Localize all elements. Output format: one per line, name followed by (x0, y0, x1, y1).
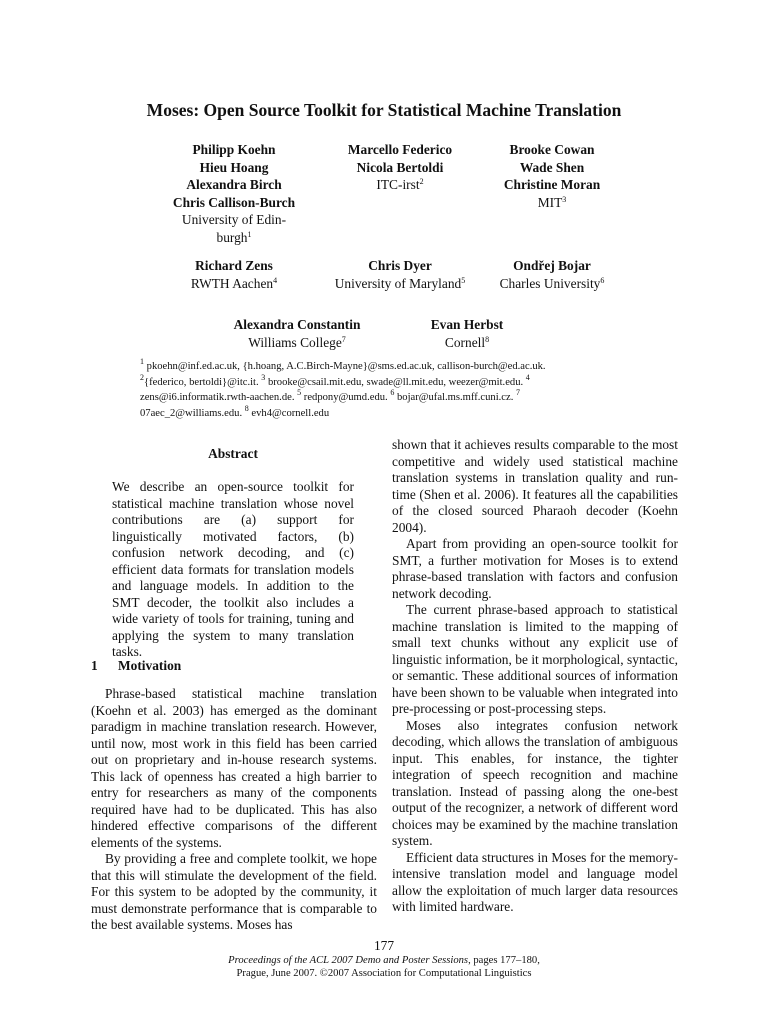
section-title: Motivation (118, 658, 182, 673)
affiliation-marker: 2 (419, 177, 424, 187)
author-name: Evan Herbst (430, 317, 504, 332)
section-number: 1 (91, 658, 98, 673)
affiliation-marker: 4 (273, 275, 278, 285)
author-group-williams (214, 316, 380, 351)
author-name: Alexandra Birch (186, 177, 282, 193)
page-number: 177 (373, 938, 395, 953)
author-group-maryland (318, 257, 482, 292)
left-column-body (91, 686, 377, 934)
abstract-heading: Abstract (208, 446, 258, 461)
author-group-edinburgh (160, 141, 308, 247)
author-group-mit (484, 141, 620, 211)
affiliation: Williams College$^7$ (248, 334, 346, 350)
paragraph: By providing a free and complete toolkit, we hope that this will stimulate the development of the field. For this system to be adopted by the community, it must demonstrate performance that is comparable to the best available systems. Moses has (91, 851, 377, 932)
author-name: Marcello Federico (347, 142, 453, 157)
affiliation: RWTH Aachen$^4$ (190, 275, 278, 291)
author-name: Philipp Koehn (192, 142, 276, 157)
author-name: Alexandra Constantin (233, 317, 361, 332)
abstract-text: We describe an open-source toolkit for statistical machine translation whose novel contributions are (a) support for linguistically motivated factors, (b) confusion network decoding, and (c) efficient data formats for translation models and language models. In addition to the SMT decoder, the toolkit also includes a wide variety of tools for training, tuning and applying the system to many translation tasks. (112, 479, 354, 659)
paragraph: Moses also integrates confusion network decoding, which allows the translation of ambiguous input. This enables, for instance, the tighter integration of speech recognition and machine translation. Instead of passing along the one-best output of the recognizer, a network of different word choices may be examined by the machine translation system. (392, 717, 678, 848)
right-column-body (392, 437, 678, 916)
author-name: Chris Callison-Burch (172, 194, 296, 210)
paragraph: Efficient data structures in Moses for the memory-intensive translation model and language model allow the exploitation of much larger data resources with limited hardware. (392, 849, 678, 914)
author-name: Chris Dyer (368, 258, 432, 273)
affiliation-marker: 5 (461, 275, 466, 285)
affiliation: Charles University$^6$ (499, 275, 605, 291)
paragraph: The current phrase-based approach to statistical machine translation is limited to the mapping of small text chunks without any explicit use of linguistic information, be it morphological, syntactic, or semantic. These additional sources of information have been shown to be valuable when integrated into pre-processing or post-processing steps. (392, 602, 678, 716)
affiliation: burgh$^1$ (216, 229, 252, 245)
author-group-cornell (410, 316, 524, 351)
affiliation: University of Maryland$^5$ (334, 275, 466, 291)
section-heading (91, 658, 181, 674)
paragraph: Apart from providing an open-source toolkit for SMT, a further motivation for Moses is to extend phrase-based translation with factors and confusion network decoding. (392, 536, 678, 601)
paragraph: Phrase-based statistical machine translation (Koehn et al. 2003) has emerged as the dominant paradigm in machine translation research. However, until now, most work in this field has been carried out on proprietary and in-house research systems. This lack of openness has created a high barrier to entry for researchers as many of the components required have had to be duplicated. This has also hindered effective comparisons of the different elements of the systems. (91, 686, 377, 850)
paragraph: shown that it achieves results comparable to the most competitive and widely used statistical machine translation systems in translation quality and run-time (Shen et al. 2006). It features all the capabilities of the closed sourced Pharaoh decoder (Koehn 2004). (392, 437, 678, 535)
affiliation: Cornell$^8$ (444, 334, 490, 350)
affiliation: MIT$^3$ (537, 194, 567, 210)
paper-title: Moses: Open Source Toolkit for Statistical Machine Translation (146, 100, 622, 120)
author-name: Richard Zens (195, 258, 273, 273)
affiliation-marker: 7 (341, 334, 346, 344)
affiliation-marker: 1 (247, 229, 252, 239)
author-group-itc (330, 141, 470, 194)
author-emails: $^1$ pkoehn@inf.ed.ac.uk, {h.hoang, A.C.Birch-Mayne}@sms.ed.ac.uk, callison-burch@ed.ac.uk. $^2${federico, bertoldi}@itc.it. $^3$ brooke@csail.mit.edu, swade@ll.mit.edu, weezer@mit.edu. $^4$ zens@i6.informatik.rwth-aachen.de. $^5$ redpony@umd.edu. $^6$ bojar@ufal.ms.mff.cuni.cz. $^7$ 07aec_2@williams.edu. $^8$ evh4@cornell.edu (140, 357, 546, 419)
proceedings-footer: Proceedings of the ACL 2007 Demo and Poster Sessions, pages 177–180, Prague, June 2007. ©2007 Association for Computational Linguistics (228, 955, 540, 979)
affiliation-marker: 3 (562, 194, 567, 204)
author-name: Brooke Cowan (509, 142, 595, 157)
affiliation: University of Edin- (181, 212, 287, 228)
author-name: Christine Moran (503, 177, 601, 193)
author-name: Ondřej Bojar (513, 258, 591, 273)
author-name: Wade Shen (519, 159, 585, 175)
affiliation-marker: 6 (600, 275, 605, 285)
affiliation-marker: 8 (485, 334, 490, 344)
affiliation: ITC-irst$^2$ (376, 177, 424, 193)
author-name: Hieu Hoang (199, 159, 269, 175)
author-name: Nicola Bertoldi (356, 159, 444, 175)
author-group-rwth (160, 257, 308, 292)
author-group-charles (484, 257, 620, 292)
